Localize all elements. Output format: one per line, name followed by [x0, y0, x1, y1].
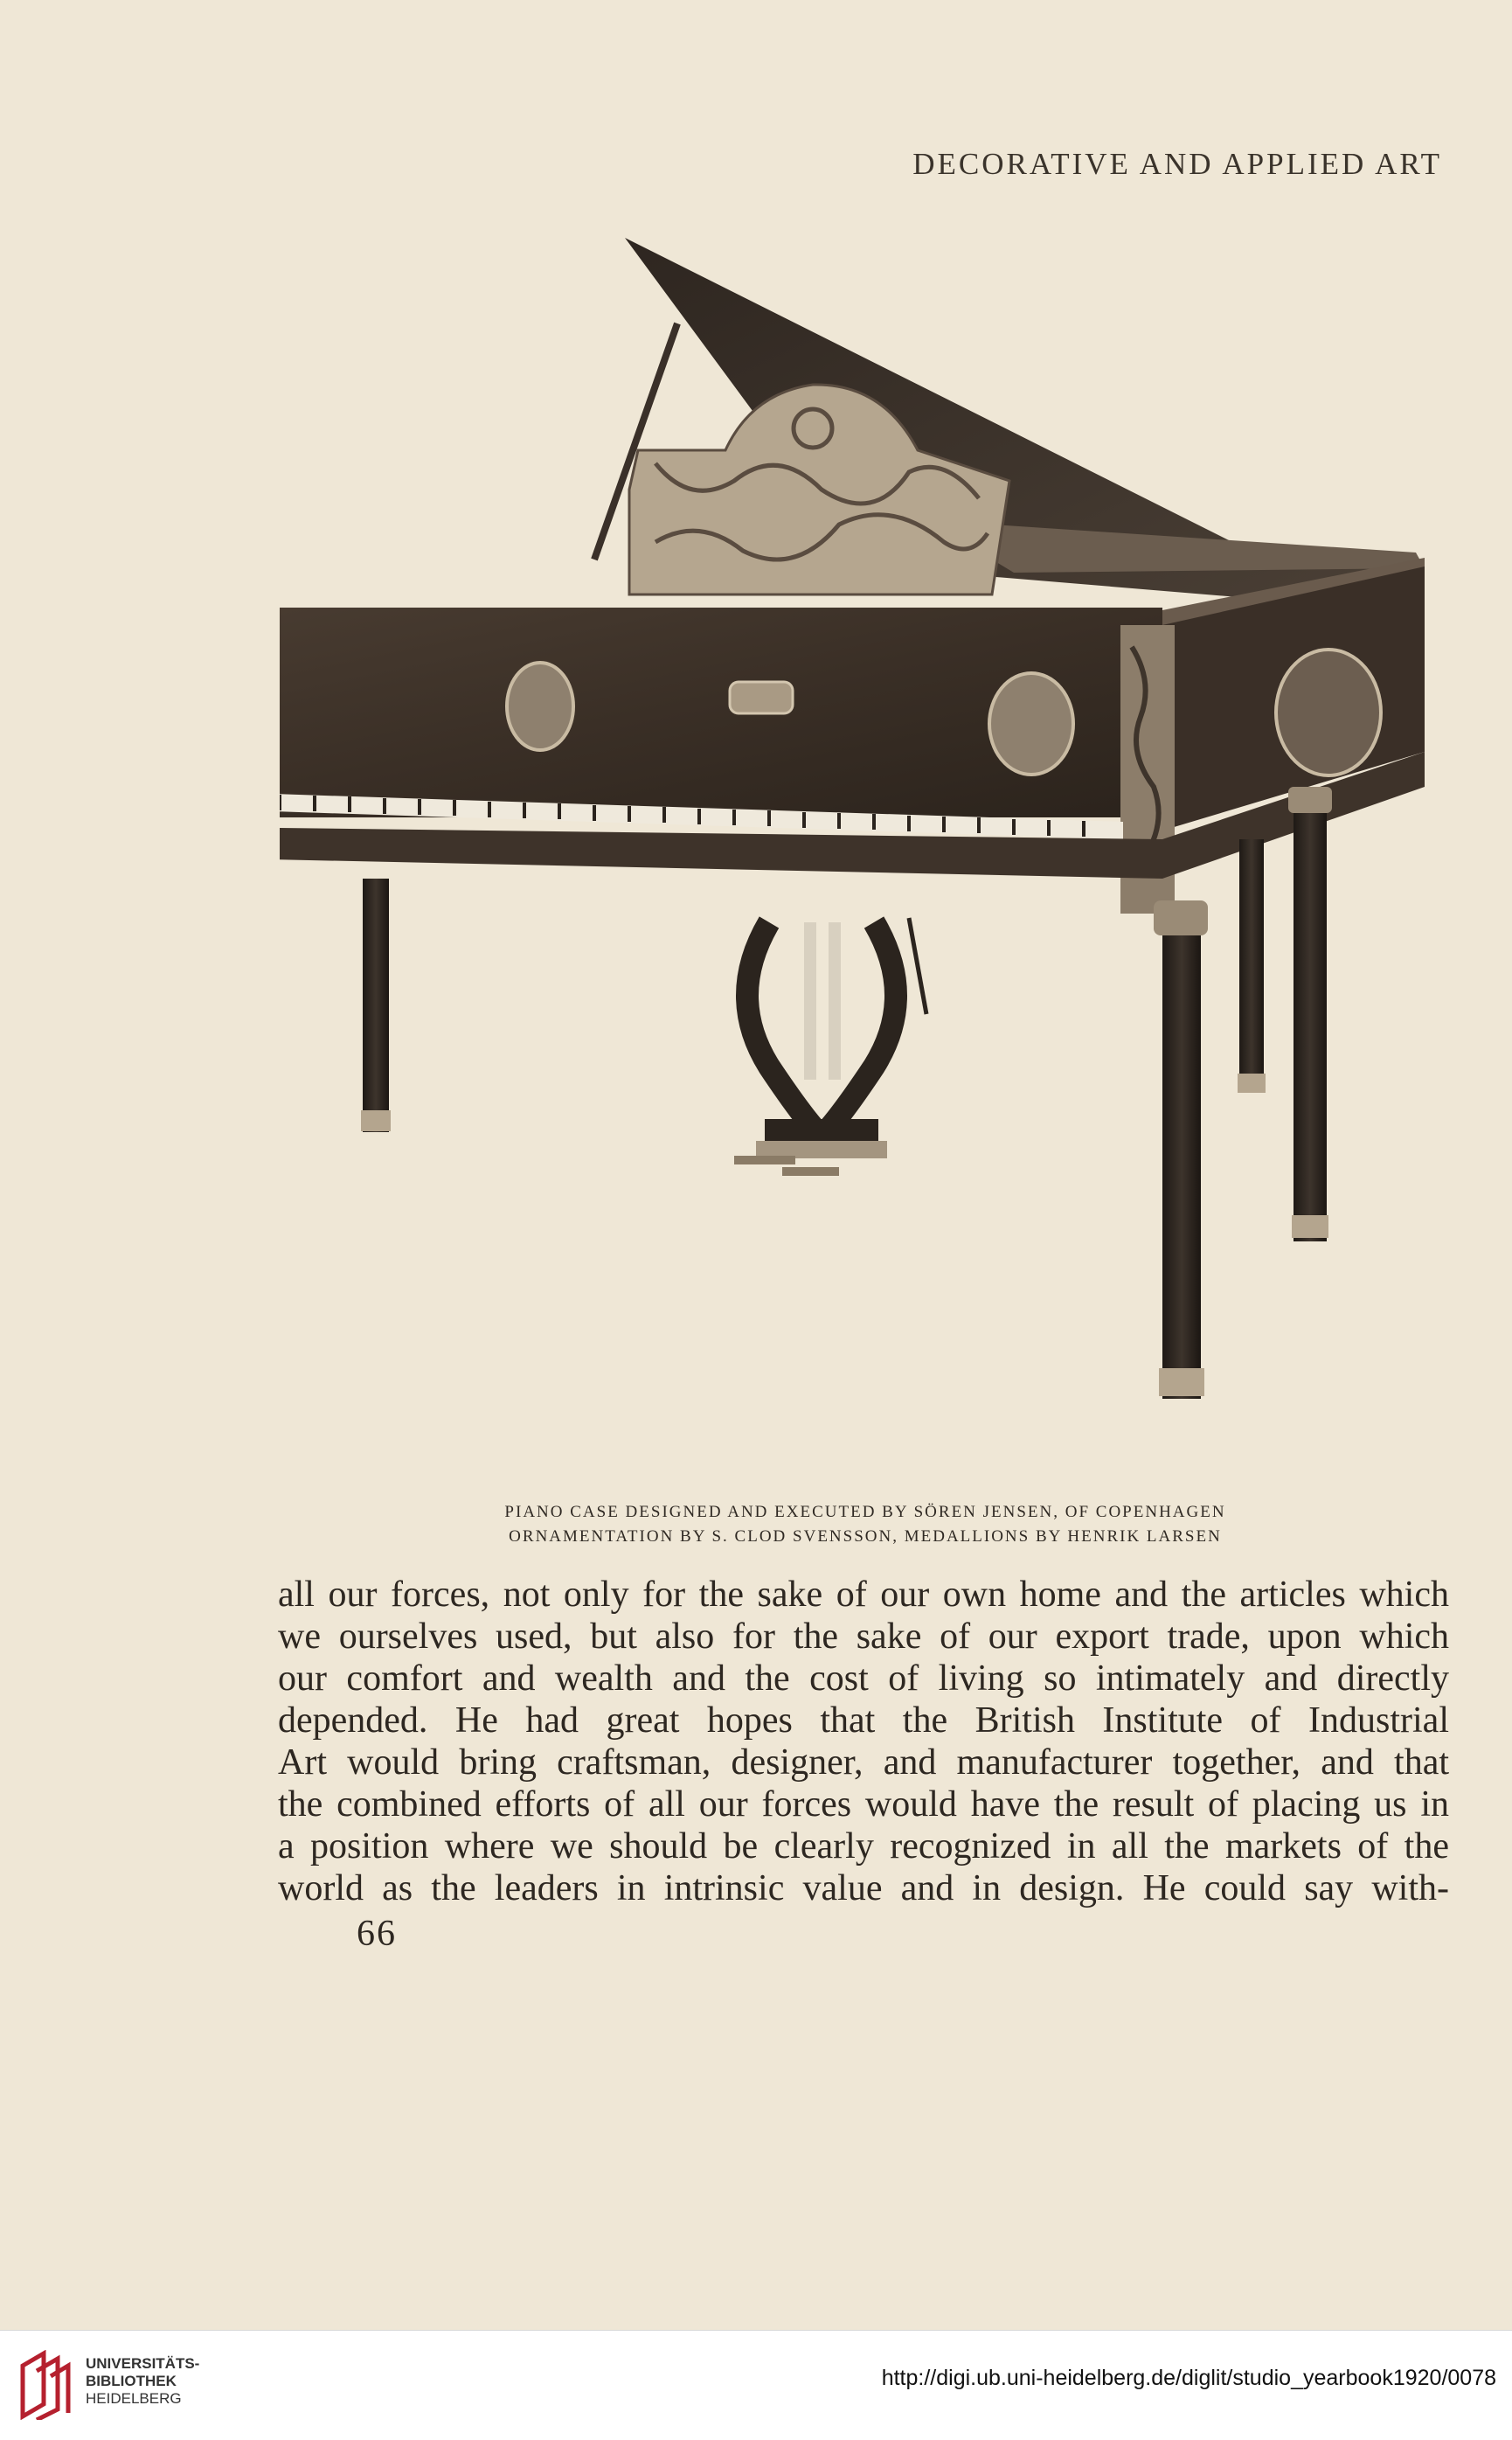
running-head: DECORATIVE AND APPLIED ART — [912, 147, 1442, 181]
library-logo-icon — [17, 2350, 73, 2420]
page-number: 66 — [357, 1914, 397, 1954]
body-line: depended. He had great hopes that the British Institute of Industrial — [278, 1700, 1449, 1741]
caption-line-2: ORNAMENTATION BY S. CLOD SVENSSON, MEDALLIONS BY HENRIK LARSEN — [509, 1527, 1222, 1546]
body-text — [278, 1574, 1449, 1909]
body-line: we ourselves used, but also for the sake of our export trade, upon which — [278, 1616, 1449, 1657]
figure-caption — [367, 1500, 1363, 1549]
caption-line-1: PIANO CASE DESIGNED AND EXECUTED BY SÖREN JENSEN, OF COPENHAGEN — [504, 1503, 1226, 1521]
body-line: Art would bring craftsman, designer, and manufacturer together, and that — [278, 1742, 1449, 1783]
permalink-url[interactable]: http://digi.ub.uni-heidelberg.de/diglit/studio_yearbook1920/0078 — [881, 2366, 1496, 2390]
library-name-line-3: HEIDELBERG — [86, 2390, 182, 2407]
library-name-line-2: BIBLIOTHEK — [86, 2373, 177, 2389]
body-line: world as the leaders in intrinsic value and in design. He could say with- — [278, 1868, 1449, 1908]
digitization-footer — [0, 2330, 1512, 2440]
body-line: the combined efforts of all our forces would have the result of placing us in — [278, 1784, 1449, 1825]
library-name-line-1: UNIVERSITÄTS- — [86, 2355, 200, 2372]
body-line: our comfort and wealth and the cost of living so intimately and directly — [278, 1658, 1449, 1699]
body-line: a position where we should be clearly recognized in all the markets of the — [278, 1826, 1449, 1866]
body-line: all our forces, not only for the sake of our own home and the articles which — [278, 1575, 1449, 1615]
library-name — [86, 2355, 199, 2408]
piano-photograph — [280, 227, 1433, 1486]
